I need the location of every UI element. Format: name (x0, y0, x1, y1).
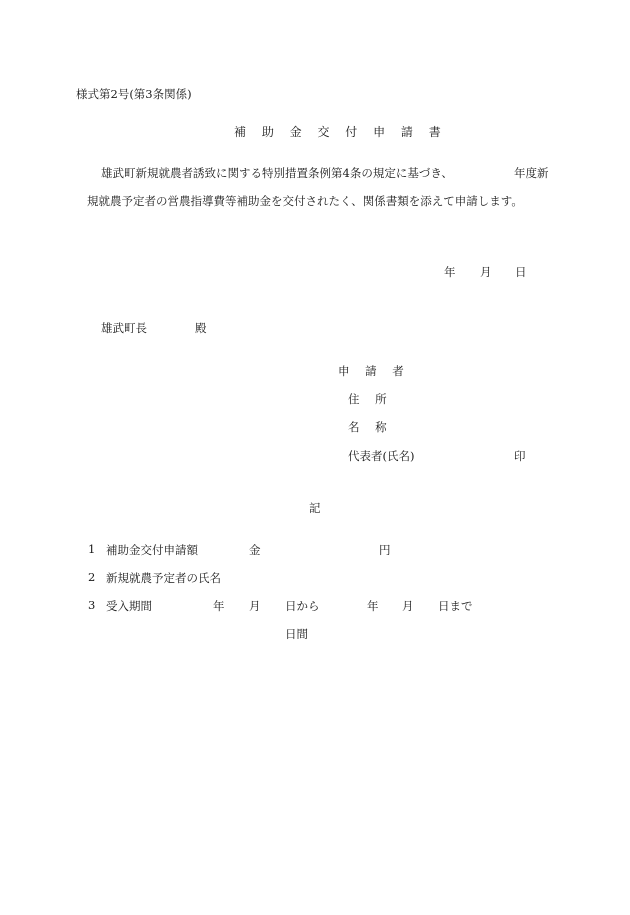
item1-label: 補助金交付申請額 (106, 543, 198, 557)
item3-to-day: 日まで (438, 599, 473, 613)
item3-to-year: 年 (367, 599, 379, 613)
applicant-address-label: 住 所 (348, 392, 393, 406)
addressee-honorific: 殿 (195, 321, 207, 335)
item2-number: 2 (88, 570, 96, 584)
date-month: 月 (480, 265, 492, 279)
date-day: 日 (515, 265, 527, 279)
ki-heading: 記 (309, 501, 321, 515)
document-title: 補 助 金 交 付 申 請 書 (234, 125, 447, 139)
applicant-name-label: 名 称 (348, 420, 393, 434)
applicant-representative-label: 代表者(氏名) (348, 449, 415, 463)
item3-from-day: 日から (285, 599, 320, 613)
item3-number: 3 (88, 598, 96, 612)
date-year: 年 (444, 265, 456, 279)
item3-days: 日間 (285, 627, 308, 641)
item3-from-year: 年 (213, 599, 225, 613)
form-number: 様式第2号(第3条関係) (76, 87, 192, 101)
addressee-name: 雄武町長 (101, 321, 147, 335)
seal-mark: 印 (514, 449, 526, 463)
body-line-2: 規就農予定者の営農指導費等補助金を交付されたく、関係書類を添えて申請します。 (87, 194, 523, 208)
item1-yen: 円 (379, 543, 391, 557)
item3-from-month: 月 (249, 599, 261, 613)
body-line-1-tail: 年度新 (514, 166, 549, 180)
item2-label: 新規就農予定者の氏名 (106, 571, 221, 585)
applicant-header: 申 請 者 (338, 364, 410, 378)
item1-number: 1 (88, 542, 96, 556)
body-line-1: 雄武町新規就農者誘致に関する特別措置条例第4条の規定に基づき、 (101, 166, 453, 180)
item3-label: 受入期間 (106, 599, 152, 613)
item3-to-month: 月 (402, 599, 414, 613)
item1-kin: 金 (249, 543, 261, 557)
